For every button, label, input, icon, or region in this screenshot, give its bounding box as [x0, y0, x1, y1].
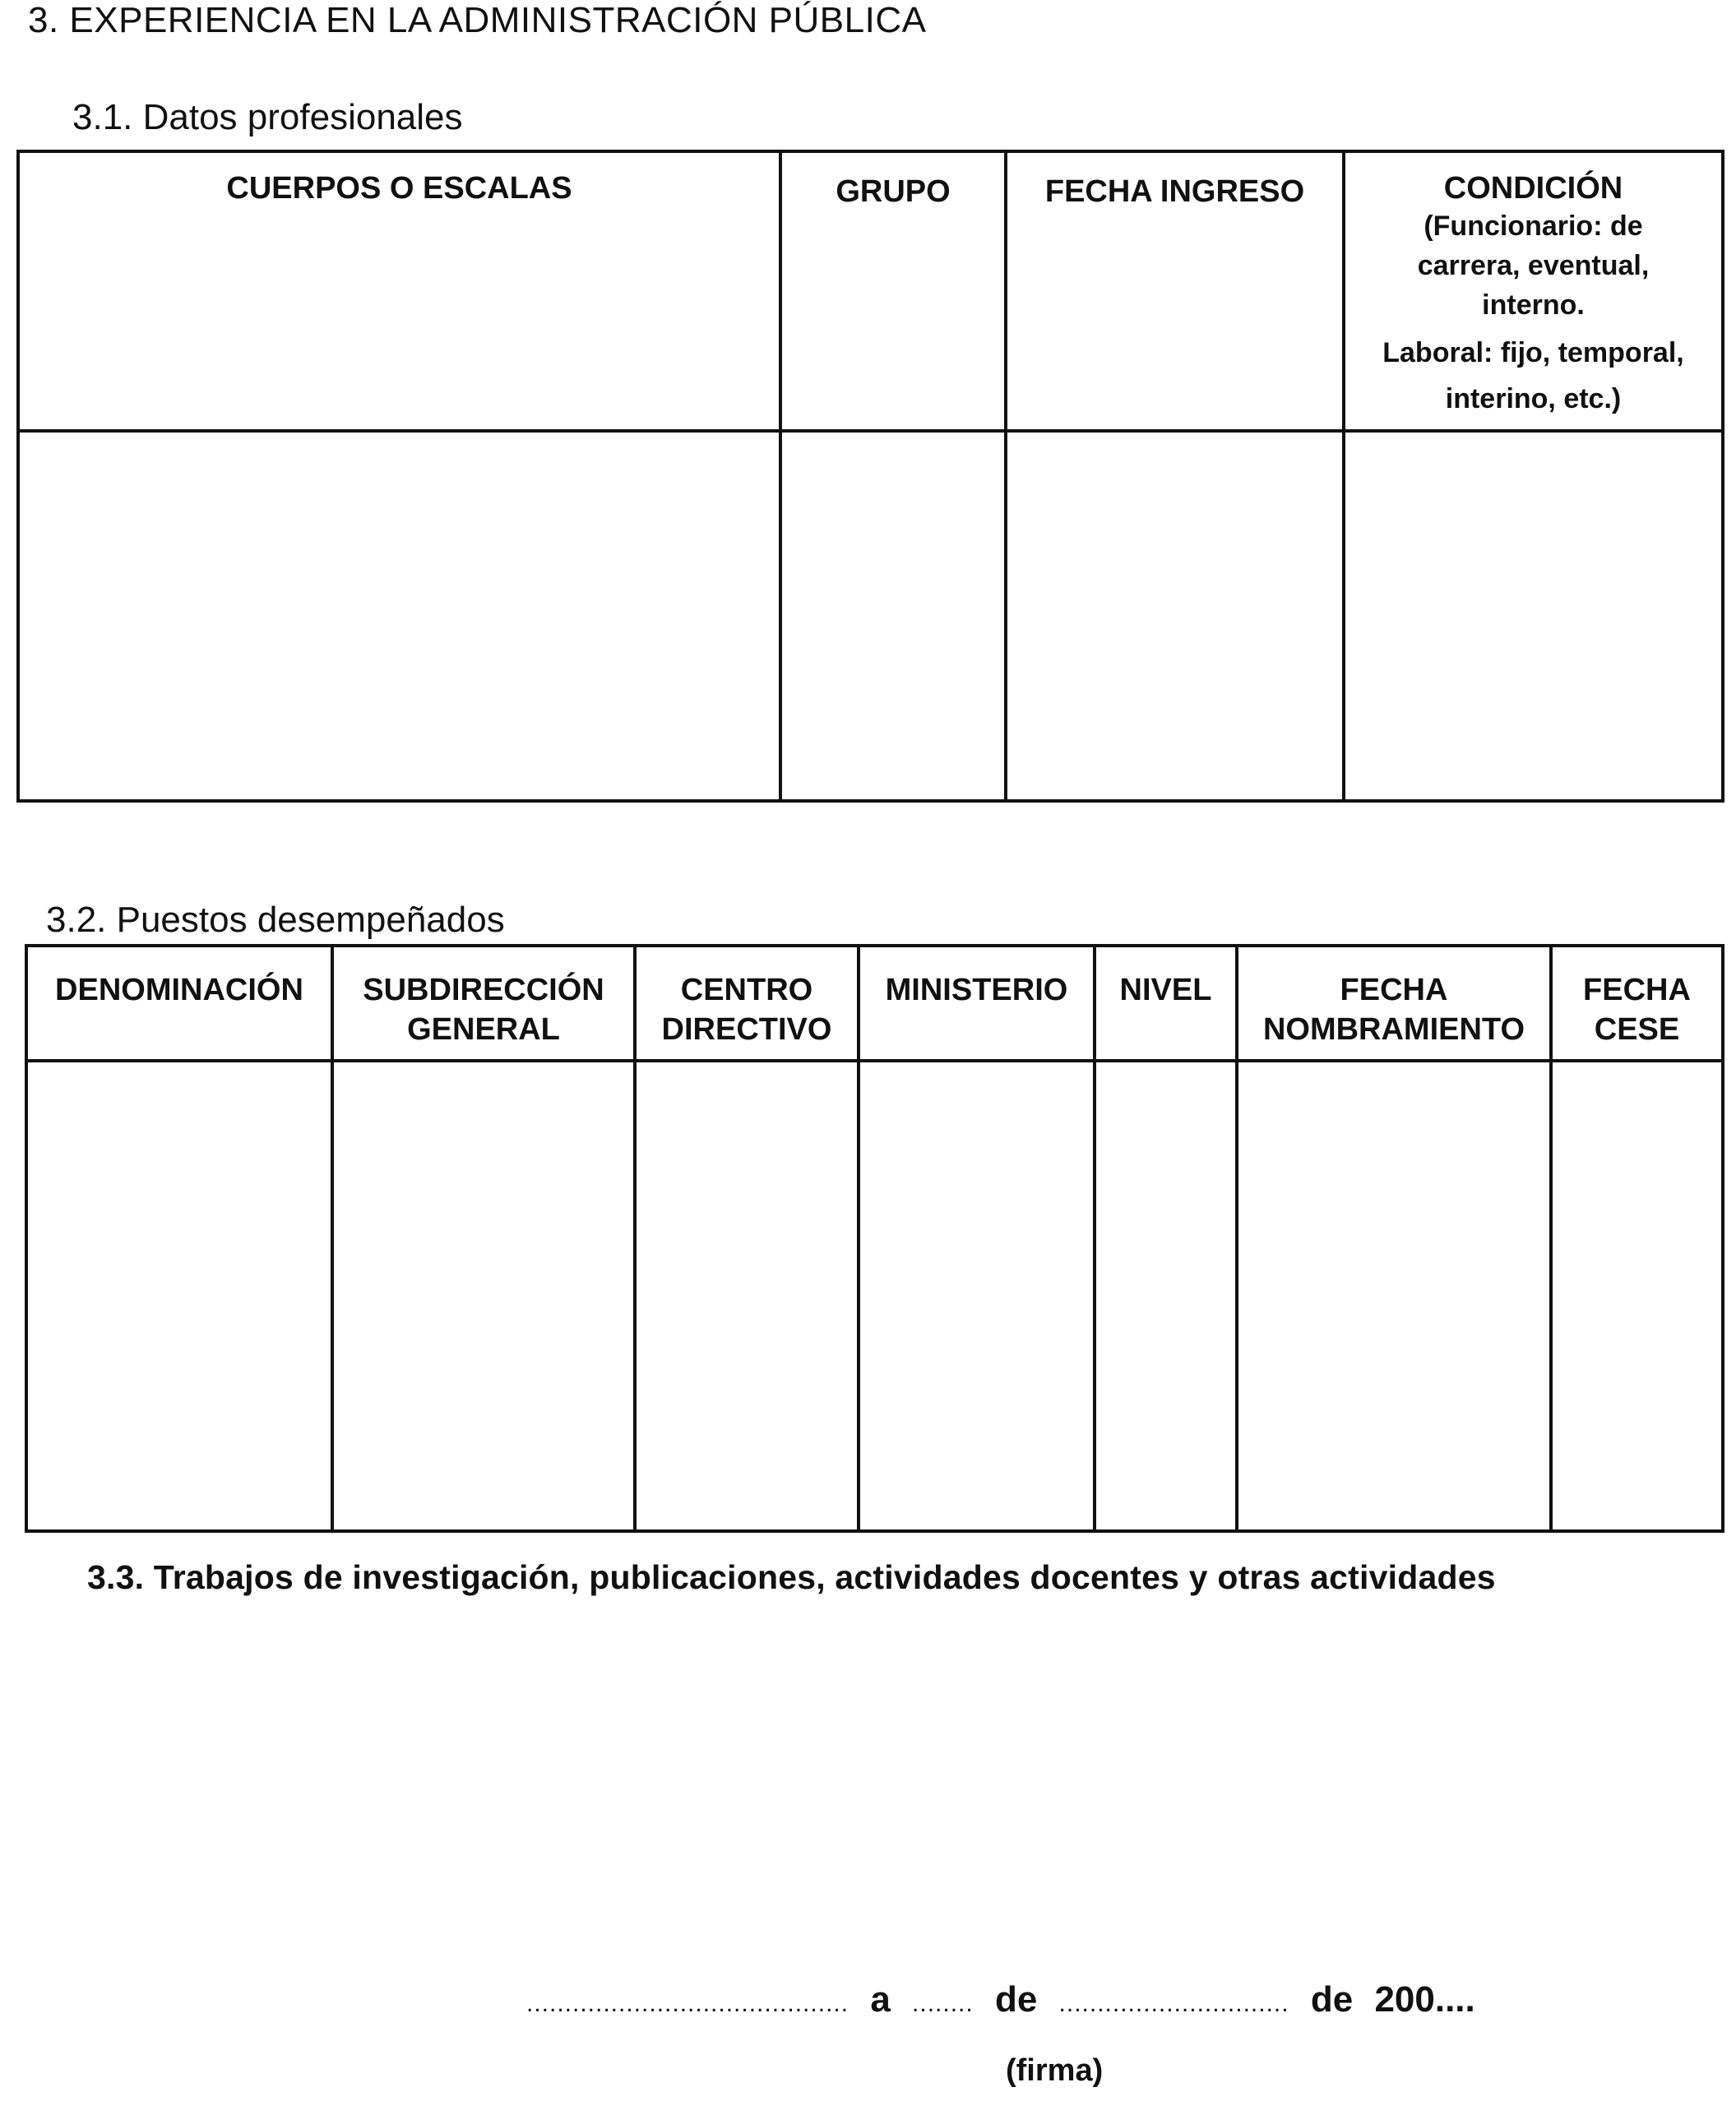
de-label-1: de: [994, 1979, 1038, 2020]
cell-denominacion[interactable]: [26, 1061, 332, 1531]
signature-date-line: [526, 1979, 1475, 2020]
firma-label: (firma): [1006, 2053, 1104, 2088]
cell-cuerpos-escalas[interactable]: [18, 431, 780, 801]
header-centro-directivo: CENTRO DIRECTIVO: [635, 946, 859, 1061]
puestos-desempenados-table: [25, 944, 1724, 1533]
cell-condicion[interactable]: [1344, 431, 1723, 801]
datos-profesionales-table: [16, 150, 1724, 803]
header-subdireccion-general: SUBDIRECCIÓN GENERAL: [332, 946, 635, 1061]
header-nivel: NIVEL: [1095, 946, 1237, 1061]
puestos-desempenados-title: 3.2. Puestos desempeñados: [46, 900, 505, 940]
cell-fecha-ingreso[interactable]: [1006, 431, 1344, 801]
datos-profesionales-title: 3.1. Datos profesionales: [72, 97, 463, 137]
day-blank[interactable]: ........: [912, 1990, 974, 2017]
header-grupo: GRUPO: [780, 151, 1006, 431]
condicion-note-funcionario: (Funcionario: de carrera, eventual, interno.: [1417, 211, 1650, 321]
year-field[interactable]: 200....: [1374, 1979, 1475, 2020]
month-blank[interactable]: ..............................: [1058, 1990, 1289, 2017]
a-label: a: [870, 1979, 891, 2020]
condicion-label: CONDICIÓN: [1443, 171, 1623, 206]
cell-fecha-cese[interactable]: [1551, 1061, 1723, 1531]
condicion-note-laboral: Laboral: fijo, temporal, interino, etc.): [1382, 337, 1684, 414]
cell-nivel[interactable]: [1095, 1061, 1237, 1531]
cell-ministerio[interactable]: [859, 1061, 1095, 1531]
cell-grupo[interactable]: [780, 431, 1006, 801]
cell-subdireccion-general[interactable]: [332, 1061, 635, 1531]
header-fecha-ingreso: FECHA INGRESO: [1006, 151, 1344, 431]
header-cuerpos-escalas: CUERPOS O ESCALAS: [18, 151, 780, 431]
trabajos-title: 3.3. Trabajos de investigación, publicaciones, actividades docentes y otras actividades: [87, 1558, 1496, 1596]
cell-centro-directivo[interactable]: [635, 1061, 859, 1531]
place-blank[interactable]: ..........................................: [526, 1990, 849, 2017]
header-fecha-nombramiento: FECHA NOMBRAMIENTO: [1237, 946, 1551, 1061]
header-fecha-cese: FECHA CESE: [1551, 946, 1723, 1061]
header-ministerio: MINISTERIO: [859, 946, 1095, 1061]
header-condicion: [1344, 151, 1723, 431]
header-denominacion: DENOMINACIÓN: [26, 946, 332, 1061]
de-label-2: de: [1310, 1979, 1354, 2020]
cell-fecha-nombramiento[interactable]: [1237, 1061, 1551, 1531]
section-title: 3. EXPERIENCIA EN LA ADMINISTRACIÓN PÚBLICA: [28, 0, 927, 40]
